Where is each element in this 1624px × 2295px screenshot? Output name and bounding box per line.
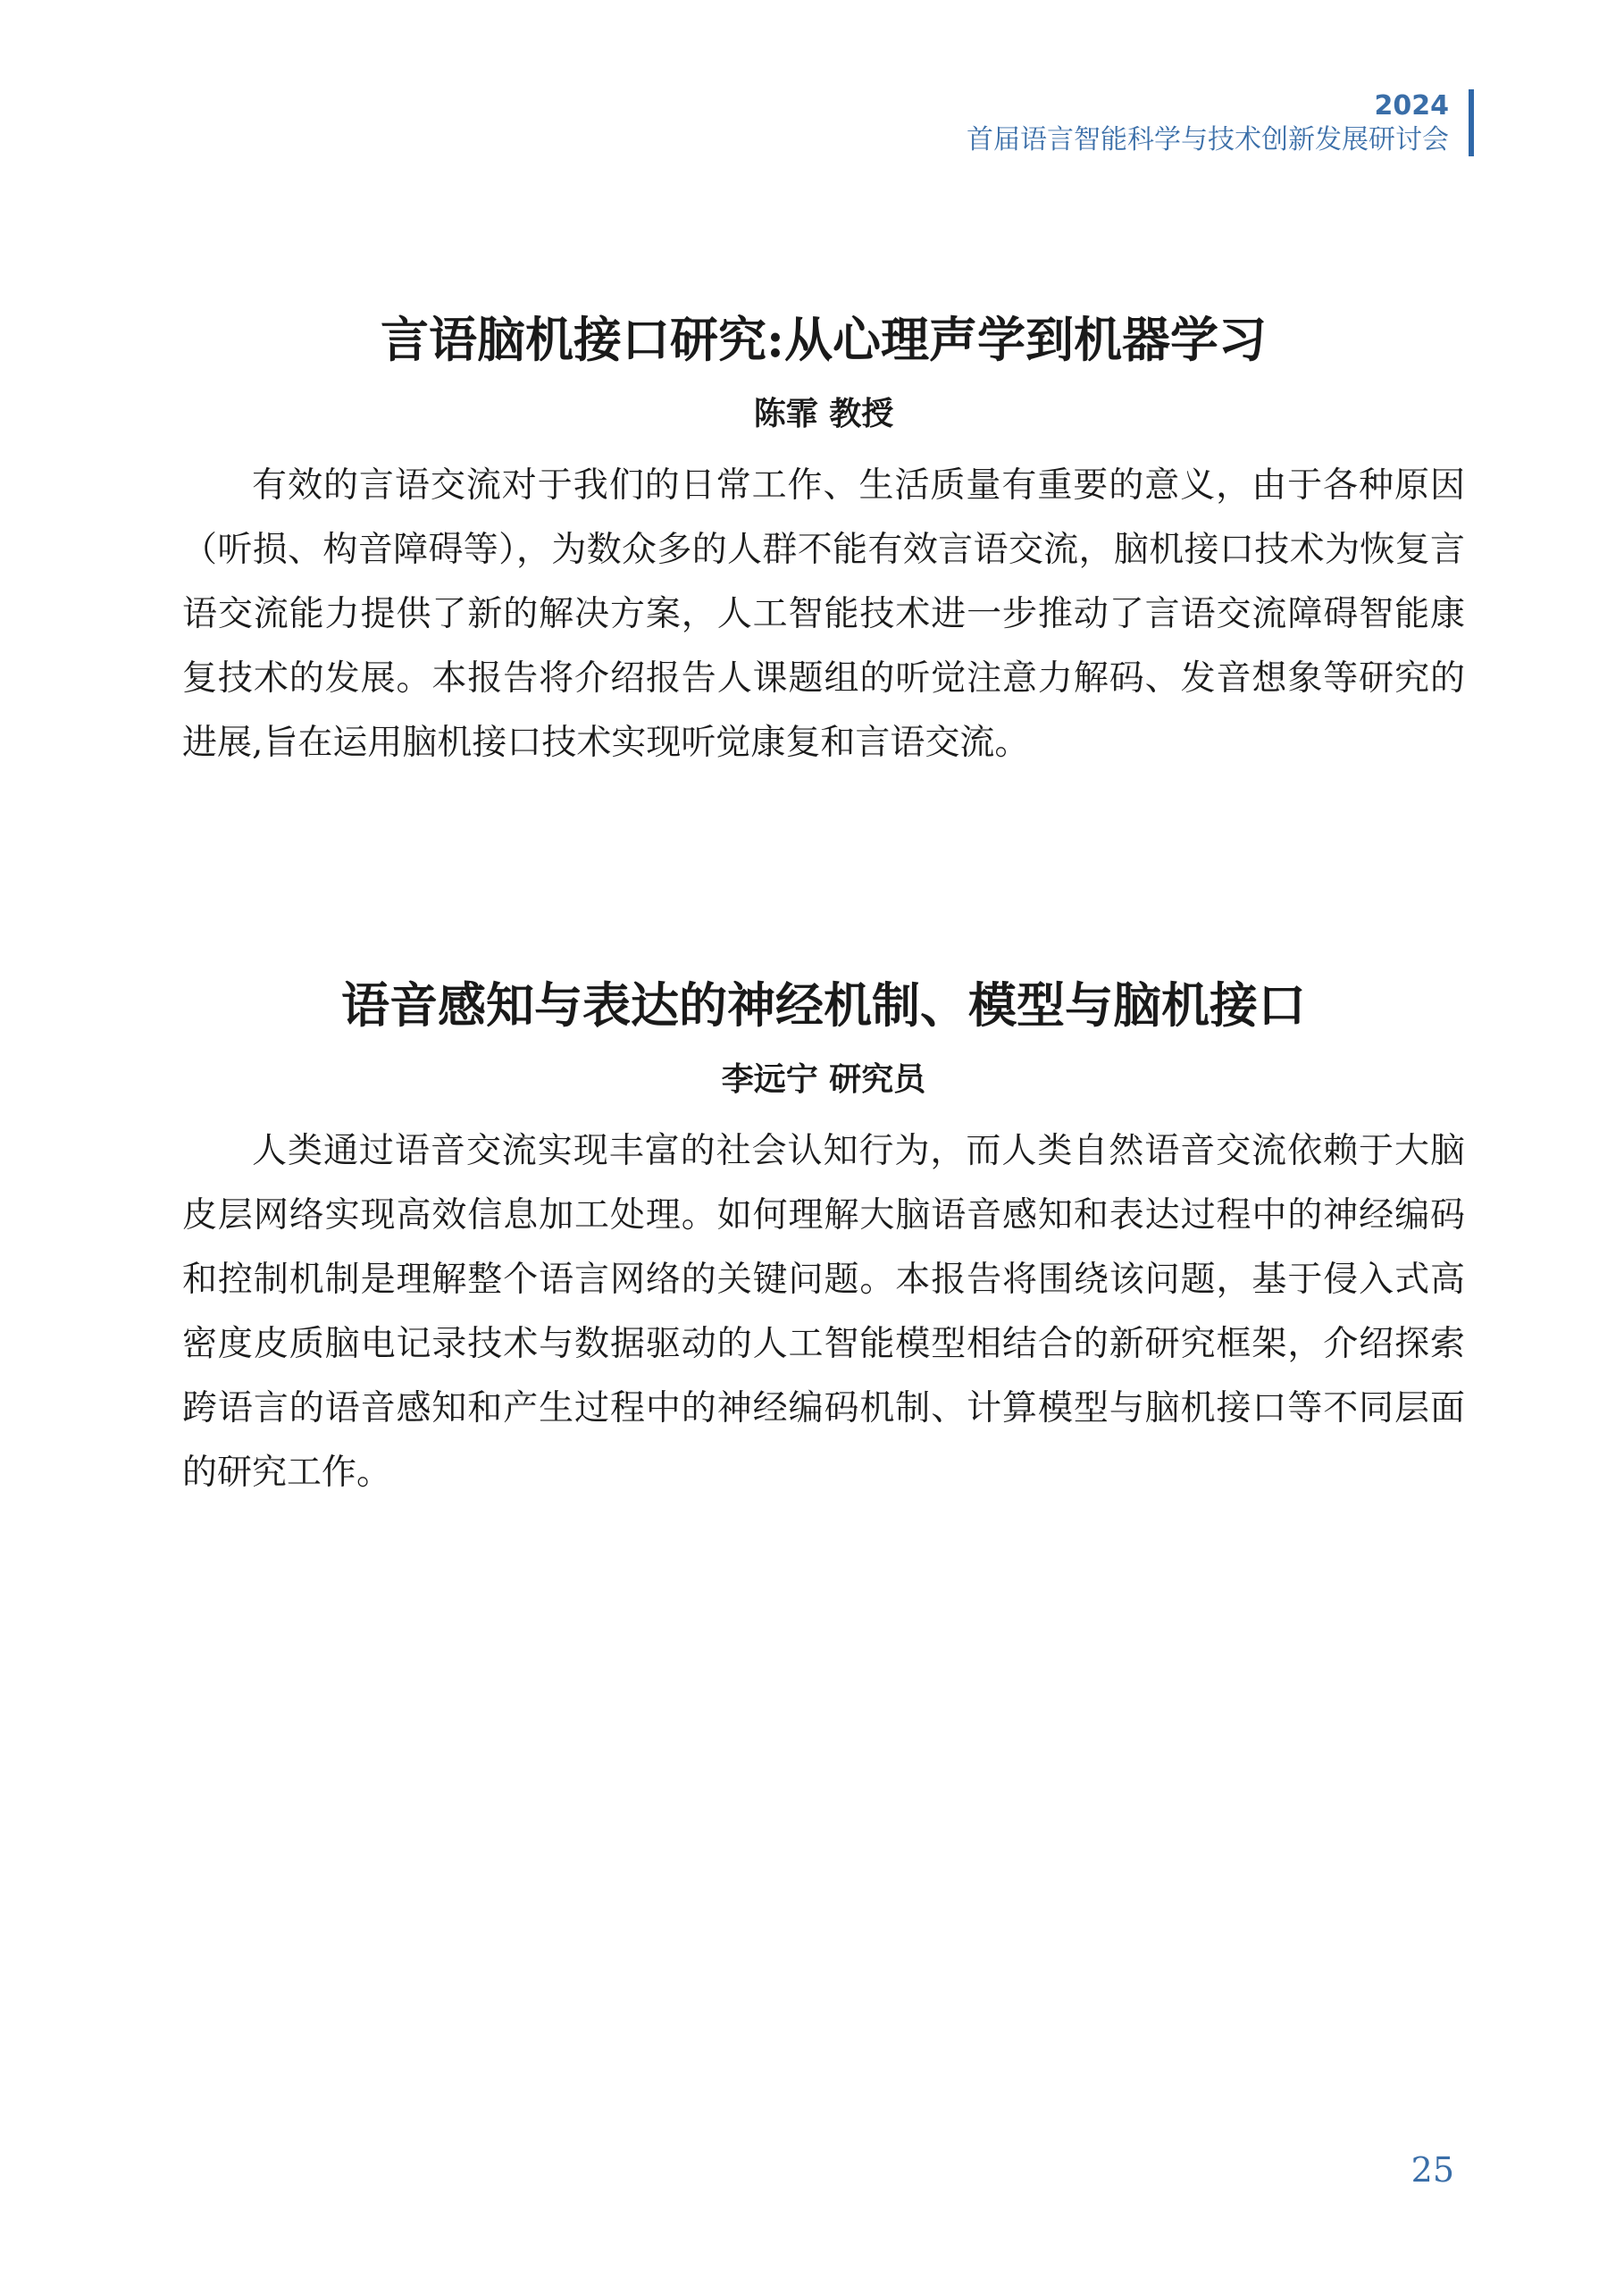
page-number: 25 (1411, 2150, 1454, 2190)
header-year: 2024 (1374, 90, 1449, 121)
article-abstract: 有效的言语交流对于我们的日常工作、生活质量有重要的意义，由于各种原因（听损、构音障碍等），为数众多的人群不能有效言语交流，脑机接口技术为恢复言语交流能力提供了新的解决方案，人工智能技术进一步推动了言语交流障碍智能康复技术的发展。本报告将介绍报告人课题组的听觉注意力解码、发音想象等研究的进展,旨在运用脑机接口技术实现听觉康复和言语交流。 (182, 465, 1465, 763)
header-conference-name: 首届语言智能科学与技术创新发展研讨会 (967, 123, 1449, 155)
article-abstract: 人类通过语音交流实现丰富的社会认知行为，而人类自然语音交流依赖于大脑皮层网络实现高效信息加工处理。如何理解大脑语音感知和表达过程中的神经编码和控制机制是理解整个语言网络的关键问题。本报告将围绕该问题，基于侵入式高密度皮质脑电记录技术与数据驱动的人工智能模型相结合的新研究框架，介绍探索跨语言的语音感知和产生过程中的神经编码机制、计算模型与脑机接口等不同层面的研究工作。 (182, 1131, 1465, 1493)
article-author: 陈霏 教授 (753, 396, 894, 432)
article-title: 言语脑机接口研究:从心理声学到机器学习 (381, 311, 1267, 368)
article-2 (182, 969, 1465, 1505)
running-header (967, 89, 1474, 156)
article-author: 李远宁 研究员 (721, 1061, 926, 1098)
article-title: 语音感知与表达的神经机制、模型与脑机接口 (341, 976, 1306, 1034)
article-1 (182, 304, 1465, 775)
